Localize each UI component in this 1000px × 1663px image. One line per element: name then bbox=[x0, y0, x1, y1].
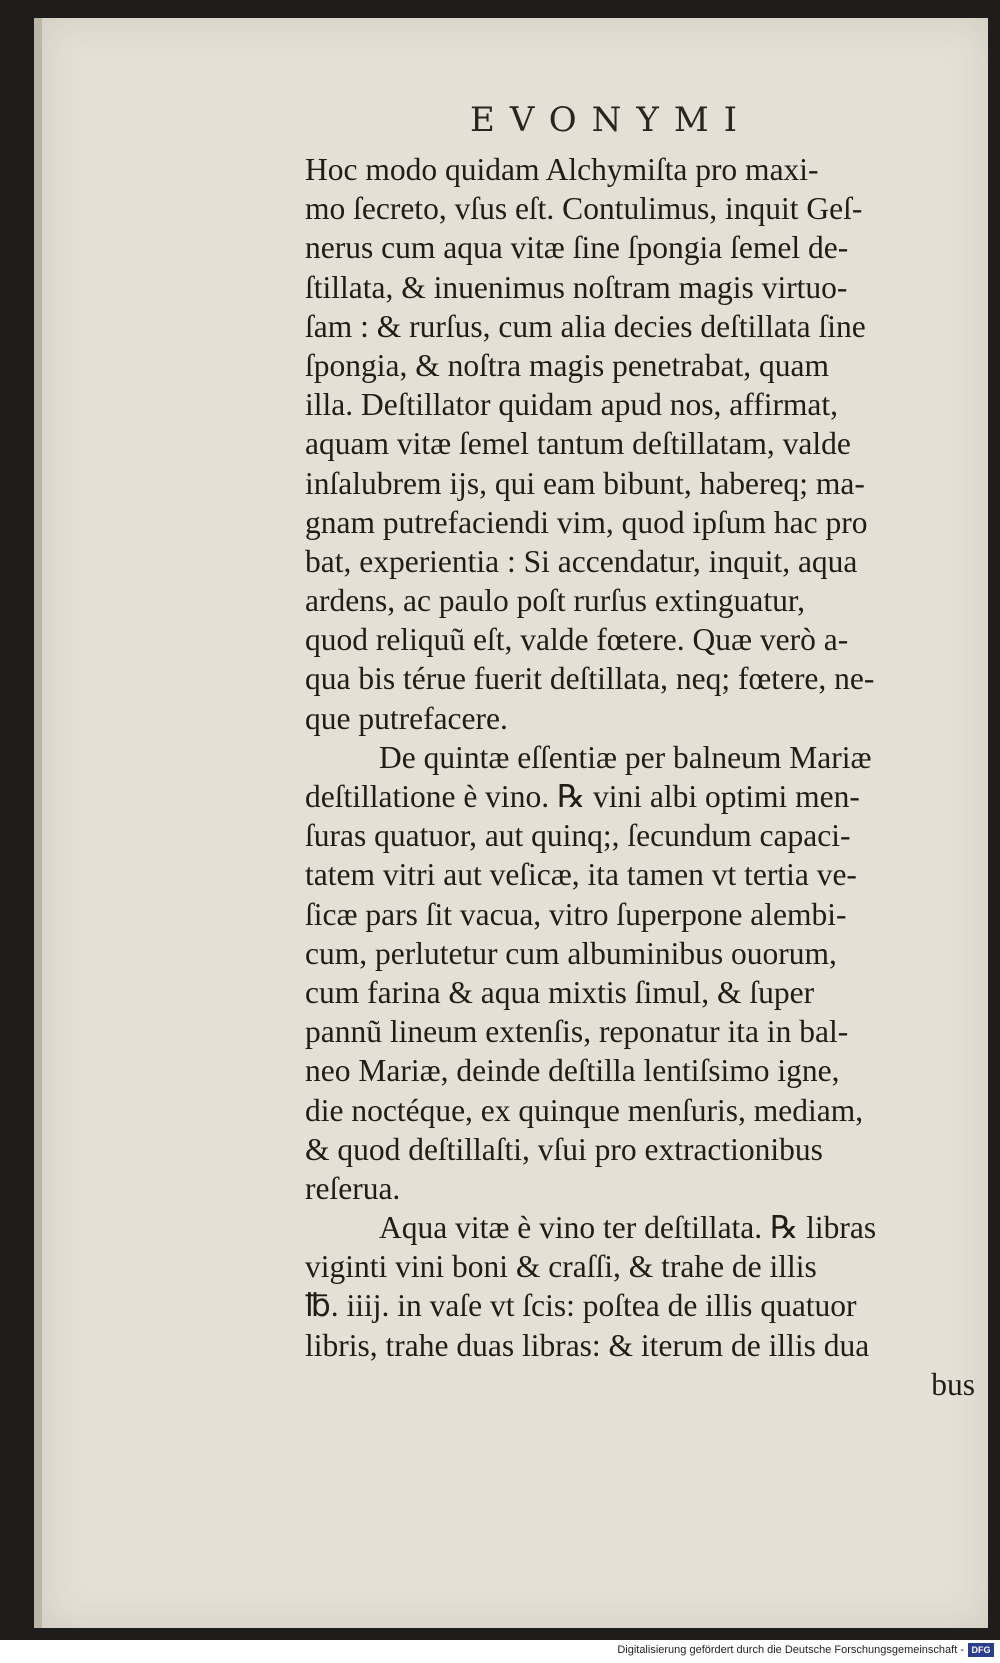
text-line: cum farina & aqua mixtis ſimul, & ſuper bbox=[305, 974, 815, 1010]
text-line: ℔. iiij. in vaſe vt ſcis: poſtea de illis quatuor bbox=[305, 1288, 857, 1324]
running-header: EVONYMI bbox=[470, 100, 753, 140]
text-line: die noctéque, ex quinque menſuris, mediam, bbox=[305, 1092, 864, 1128]
funding-credit: Digitalisierung gefördert durch die Deutsche Forschungsgemeinschaft - bbox=[617, 1644, 964, 1656]
page-body-text bbox=[305, 150, 975, 1404]
text-line: bat, experientia : Si accendatur, inquit, aqua bbox=[305, 543, 858, 579]
text-line: illa. Deſtillator quidam apud nos, affirmat, bbox=[305, 387, 839, 423]
text-line: ſpongia, & noſtra magis penetrabat, quam bbox=[305, 347, 829, 383]
text-line: aquam vitæ ſemel tantum deſtillatam, valde bbox=[305, 426, 851, 462]
text-line: ſuras quatuor, aut quinq;, ſecundum capaci- bbox=[305, 818, 851, 854]
text-line: & quod deſtillaſti, vſui pro extractionibus bbox=[305, 1131, 823, 1167]
text-line: Hoc modo quidam Alchymiſta pro maxi- bbox=[305, 152, 819, 187]
text-line: reſerua. bbox=[305, 1170, 401, 1206]
text-line: quod reliquũ eſt, valde fœtere. Quæ verò a- bbox=[305, 622, 849, 658]
text-line: que putrefacere. bbox=[305, 700, 508, 736]
text-line: ſtillata, & inuenimus noſtram magis virtuo- bbox=[305, 269, 848, 305]
text-line: ardens, ac paulo poſt rurſus extinguatur, bbox=[305, 583, 805, 619]
paragraph-start-line: De quintæ eſſentiæ per balneum Mariæ bbox=[379, 739, 872, 775]
text-line: gnam putrefaciendi vim, quod ipſum hac pro bbox=[305, 504, 868, 540]
catchword: bus bbox=[931, 1366, 975, 1402]
dfg-logo-icon: DFG bbox=[968, 1643, 994, 1657]
text-line: cum, perlutetur cum albuminibus ouorum, bbox=[305, 935, 837, 971]
text-line: pannũ lineum extenſis, reponatur ita in bal- bbox=[305, 1014, 849, 1050]
text-line: qua bis térue fuerit deſtillata, neq; fœtere, ne- bbox=[305, 661, 875, 697]
text-line: neo Mariæ, deinde deſtilla lentiſsimo igne, bbox=[305, 1053, 840, 1089]
text-line: viginti vini boni & craſſi, & trahe de illis bbox=[305, 1249, 817, 1285]
text-line: ſicæ pars ſit vacua, vitro ſuperpone alembi- bbox=[305, 896, 847, 932]
text-line: ſam : & rurſus, cum alia decies deſtillata ſine bbox=[305, 308, 866, 344]
text-line: mo ſecreto, vſus eſt. Contulimus, inquit Geſ- bbox=[305, 191, 863, 227]
text-line: tatem vitri aut veſicæ, ita tamen vt tertia ve- bbox=[305, 857, 857, 893]
text-line: libris, trahe duas libras: & iterum de illis dua bbox=[305, 1327, 870, 1363]
text-line: inſalubrem ijs, qui eam bibunt, habereq; ma- bbox=[305, 465, 865, 501]
text-line: deſtillatione è vino. ℞ vini albi optimi men- bbox=[305, 779, 860, 814]
footer-bar bbox=[0, 1640, 1000, 1663]
paragraph-start-line: Aqua vitæ è vino ter deſtillata. ℞ libras bbox=[379, 1210, 877, 1246]
text-line: nerus cum aqua vitæ ſine ſpongia ſemel de- bbox=[305, 230, 849, 266]
